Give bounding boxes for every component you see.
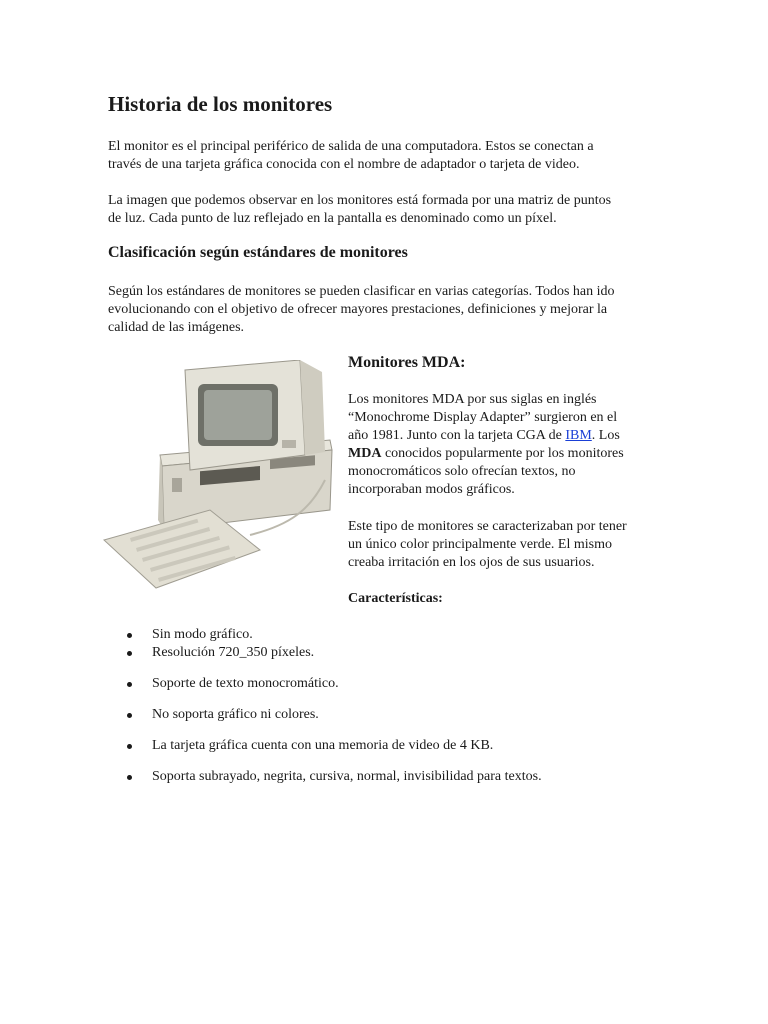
bullet-icon	[127, 682, 132, 687]
mda-paragraph-1	[348, 391, 663, 499]
intro-paragraph-1-line-1: El monitor es el principal periférico de salida de una computadora. Estos se conectan a	[108, 139, 594, 154]
section-paragraph-line-1: Según los estándares de monitores se pueden clasificar en varias categorías. Todos han ido	[108, 284, 615, 299]
section-paragraph-line-3: calidad de las imágenes.	[108, 320, 245, 335]
mda-p2-line-3: creaba irritación en los ojos de sus usuarios.	[348, 555, 595, 570]
bullet-icon	[127, 744, 132, 749]
mda-p1-line-4: conocidos popularmente por los monitores	[381, 446, 624, 461]
list-item-text: Soporta subrayado, negrita, cursiva, normal, invisibilidad para textos.	[152, 769, 542, 784]
section-paragraph	[108, 283, 668, 337]
intro-paragraph-1-line-2: través de una tarjeta gráfica conocida con el nombre de adaptador o tarjeta de video.	[108, 157, 580, 172]
mda-heading: Monitores MDA:	[348, 354, 466, 371]
list-item-text: Resolución 720_350 píxeles.	[152, 645, 315, 660]
list-item-text: No soporta gráfico ni colores.	[152, 707, 319, 722]
bullet-icon	[127, 775, 132, 780]
mda-p1-line-6: incorporaban modos gráficos.	[348, 482, 515, 497]
section-heading: Clasificación según estándares de monitores	[108, 244, 408, 261]
intro-paragraph-2	[108, 192, 668, 228]
intro-paragraph-2-line-1: La imagen que podemos observar en los monitores está formada por una matriz de puntos	[108, 193, 612, 208]
list-item-text: Sin modo gráfico.	[152, 627, 253, 642]
features-title: Características:	[348, 591, 443, 606]
section-paragraph-line-2: evolucionando con el objetivo de ofrecer mayores prestaciones, definiciones y mejorar la	[108, 302, 608, 317]
bullet-icon	[127, 651, 132, 656]
mda-p1-line-3a: año 1981. Junto con la tarjeta CGA de	[348, 428, 566, 443]
list-item-text: Soporte de texto monocromático.	[152, 676, 339, 691]
bullet-icon	[127, 713, 132, 718]
mda-p2-line-1: Este tipo de monitores se caracterizaban por tener	[348, 519, 627, 534]
mda-p1-line-1: Los monitores MDA por sus siglas en inglés	[348, 392, 597, 407]
mda-paragraph-2	[348, 518, 663, 572]
intro-paragraph-1	[108, 138, 668, 174]
mda-bold-term: MDA	[348, 446, 382, 461]
bullet-icon	[127, 633, 132, 638]
intro-paragraph-2-line-2: de luz. Cada punto de luz reflejado en la pantalla es denominado como un píxel.	[108, 211, 557, 226]
list-item-text: La tarjeta gráfica cuenta con una memoria de video de 4 KB.	[152, 738, 494, 753]
ibm-link[interactable]: IBM	[565, 428, 592, 443]
mda-p2-line-2: un único color principalmente verde. El mismo	[348, 537, 612, 552]
ibm-pc-image	[100, 360, 340, 590]
page-title: Historia de los monitores	[108, 92, 333, 116]
mda-p1-line-3b: . Los	[591, 428, 620, 443]
mda-p1-line-5: monocromáticos solo ofrecían textos, no	[348, 464, 576, 479]
mda-p1-line-2: “Monochrome Display Adapter” surgieron en el	[348, 410, 618, 425]
